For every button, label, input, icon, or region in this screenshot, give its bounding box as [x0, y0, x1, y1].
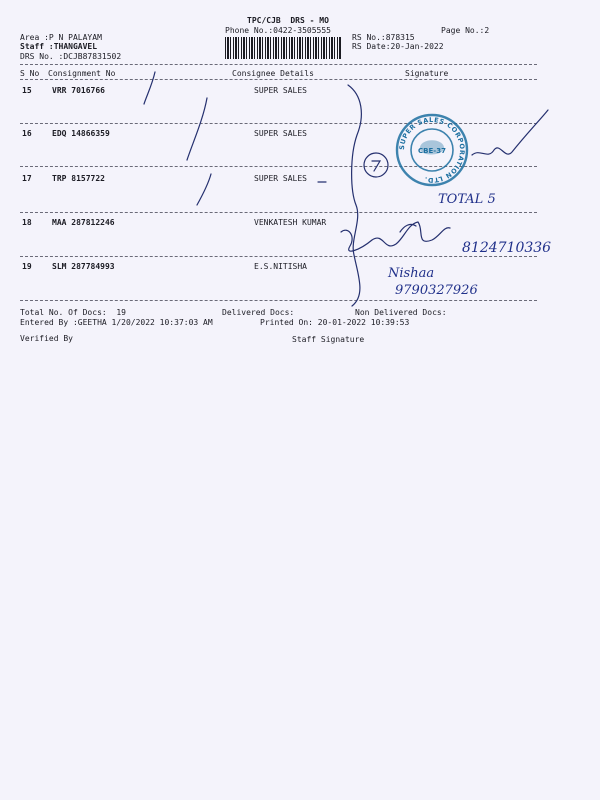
handwritten-phone-2: 9790327926	[395, 283, 478, 298]
row-consignee: E.S.NITISHA	[254, 262, 307, 271]
document-title: TPC/CJB DRS - MO	[247, 16, 329, 25]
row-consignment: MAA 287812246	[52, 218, 115, 227]
non-delivered-docs: Non Delivered Docs:	[355, 308, 447, 317]
row-sno: 16	[22, 129, 32, 138]
rs-date: RS Date:20-Jan-2022	[352, 42, 444, 51]
handwritten-phone-1: 8124710336	[462, 240, 552, 256]
stamp-code: CBE-37	[418, 147, 446, 155]
delivered-docs: Delivered Docs:	[222, 308, 295, 317]
handwritten-total: TOTAL 5	[438, 192, 496, 207]
row-consignee: SUPER SALES	[254, 174, 307, 183]
row-consignee: SUPER SALES	[254, 129, 307, 138]
rs-number: RS No.:878315	[352, 33, 415, 42]
column-header-signature: Signature	[405, 69, 449, 78]
handwritten-name: Nishaa	[388, 266, 435, 281]
row-consignee: VENKATESH KUMAR	[254, 218, 327, 227]
total-docs: Total No. Of Docs: 19	[20, 308, 126, 317]
row-consignment: SLM 287784993	[52, 262, 115, 271]
row-consignee: SUPER SALES	[254, 86, 307, 95]
row-sno: 17	[22, 174, 32, 183]
row-consignment: EDQ 14866359	[52, 129, 110, 138]
column-header-consignee: Consignee Details	[232, 69, 314, 78]
row-consignment: VRR 7016766	[52, 86, 105, 95]
printed-on: Printed On: 20-01-2022 10:39:53	[260, 318, 410, 327]
staff-signature: Staff Signature	[292, 335, 365, 344]
row-consignment: TRP 8157722	[52, 174, 105, 183]
staff-label: Staff :THANGAVEL	[20, 42, 98, 51]
page-number: Page No.:2	[441, 26, 490, 35]
area-label: Area :P N PALAYAM	[20, 33, 102, 42]
drs-number: DRS No. :DCJB87831502	[20, 52, 122, 61]
phone-number: Phone No.:0422-3505555	[225, 26, 331, 35]
column-header-consignment: Consignment No	[48, 69, 116, 78]
verified-by: Verified By	[20, 334, 73, 343]
row-sno: 15	[22, 86, 32, 95]
entered-by: Entered By :GEETHA 1/20/2022 10:37:03 AM	[20, 318, 213, 327]
column-header-sno: S No	[20, 69, 40, 78]
row-sno: 18	[22, 218, 32, 227]
stamp-ring-text: SUPER SALES CORPORATION LTD.	[397, 115, 467, 185]
row-sno: 19	[22, 262, 32, 271]
